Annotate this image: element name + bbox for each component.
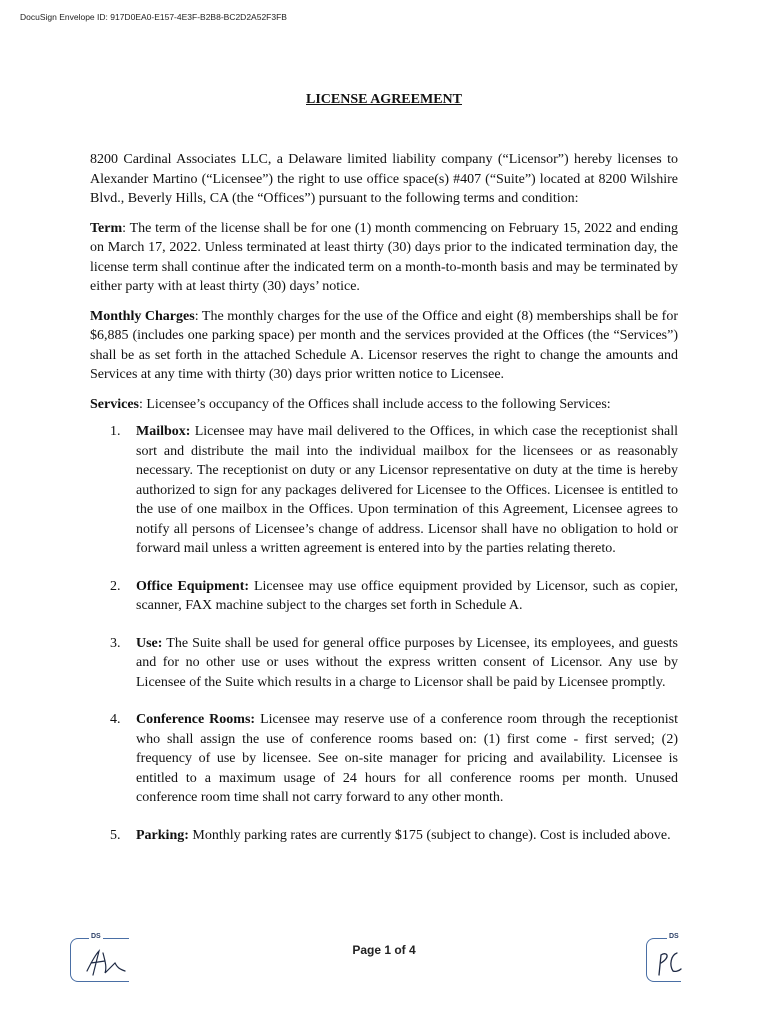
term-label: Term (90, 220, 123, 236)
ds-tag: DS (669, 933, 679, 940)
list-item-number: 2. (110, 578, 121, 594)
list-item (90, 710, 678, 808)
list-item-number: 3. (110, 635, 121, 651)
list-item-label: Parking: (136, 827, 189, 843)
services-text: : Licensee’s occupancy of the Offices shall include access to the following Services: (138, 396, 611, 412)
list-item (90, 422, 678, 559)
services-paragraph (90, 395, 678, 415)
list-item-text: The Suite shall be used for general office purposes by Licensee, its employees, and guests and for no other use or uses without the express written consent of Licensor. Any use by Licensee of the Suite which results in a charge to Licensor shall be paid by Licensee promptly. (136, 635, 678, 690)
document-title: LICENSE AGREEMENT (306, 92, 462, 107)
list-item-text: Licensee may have mail delivered to the Offices, in which case the receptionist shall sort and distribute the mail into the individual mailbox for the licensees or as reasonably necessary. The receptionist on duty or any Licensor representative on duty at the time is hereby authorized to sign for any packages delivered for Licensee to the Offices. Licensee is entitled to the use of one mailbox in the Offices. Upon termination of this Agreement, Licensee agrees to notify all persons of Licensee’s change of address. Licensor shall have no obligation to hold or forward mail unless a written agreement is entered into by the parties relating thereto. (136, 424, 678, 556)
list-item-text: Licensee may use office equipment provided by Licensor, such as copier, scanner, FAX machine subject to the charges set forth in Schedule A. (136, 578, 678, 613)
list-item-number: 5. (110, 827, 121, 843)
intro-paragraph: 8200 Cardinal Associates LLC, a Delaware limited liability company (“Licensor”) hereby licenses to Alexander Martino (“Licensee”) the right to use office space(s) #407 (“Suite”) located at 8200 Wilshire Blvd., Beverly Hills, CA (the “Offices”) pursuant to the following terms and condition: (90, 152, 678, 206)
ds-tag: DS (91, 933, 101, 940)
services-label: Services (90, 396, 139, 412)
monthly-charges-paragraph (90, 307, 678, 385)
list-item-number: 4. (110, 712, 121, 727)
services-list (90, 422, 678, 845)
monthly-charges-text: : The monthly charges for the use of the Office and eight (8) memberships shall be for $6,885 (includes one parking space) per month and the services provided at the Offices (the “Services”) shall be as set forth in the attached Schedule A. Licensor reserves the right to change the amounts and Services at any time with thirty (30) days prior written notice to Licensee. (90, 308, 678, 382)
list-item-number: 1. (110, 424, 121, 439)
term-paragraph (90, 219, 678, 297)
list-item-label: Mailbox: (136, 424, 191, 439)
list-item (90, 577, 678, 616)
list-item-label: Conference Rooms: (136, 712, 256, 727)
initials-signature-right (653, 941, 685, 981)
list-item (90, 634, 678, 693)
envelope-id: DocuSign Envelope ID: 917D0EA0-E157-4E3F-B2B8-BC2D2A52F3FB (20, 12, 287, 22)
list-item-label: Use: (136, 635, 163, 651)
list-item-label: Office Equipment: (136, 578, 250, 594)
page-number: Page 1 of 4 (352, 943, 416, 957)
monthly-charges-label: Monthly Charges (90, 308, 195, 324)
term-text: : The term of the license shall be for one (1) month commencing on February 15, 2022 and ending on March 17, 2022. Unless terminated at least thirty (30) days prior to the indicated termination day, the license term shall continue after the indicated term on a month-to-month basis and may be terminated by either party with at least thirty (30) days’ notice. (90, 220, 678, 294)
docusign-initial-box-right (646, 933, 681, 982)
list-item-text: Licensee may reserve use of a conference room through the receptionist who shall assign the use of conference rooms based on: (1) first come - first served; (2) frequency of use by licensee. See on-site manager for pricing and availability. Licensee is entitled to a maximum usage of 24 hours for all conference rooms per month. Unused conference room time shall not carry forward to any other month. (136, 712, 679, 805)
document-body (90, 150, 678, 863)
list-item (90, 826, 678, 846)
list-item-text: Monthly parking rates are currently $175 (subject to change). Cost is included above. (188, 827, 671, 843)
